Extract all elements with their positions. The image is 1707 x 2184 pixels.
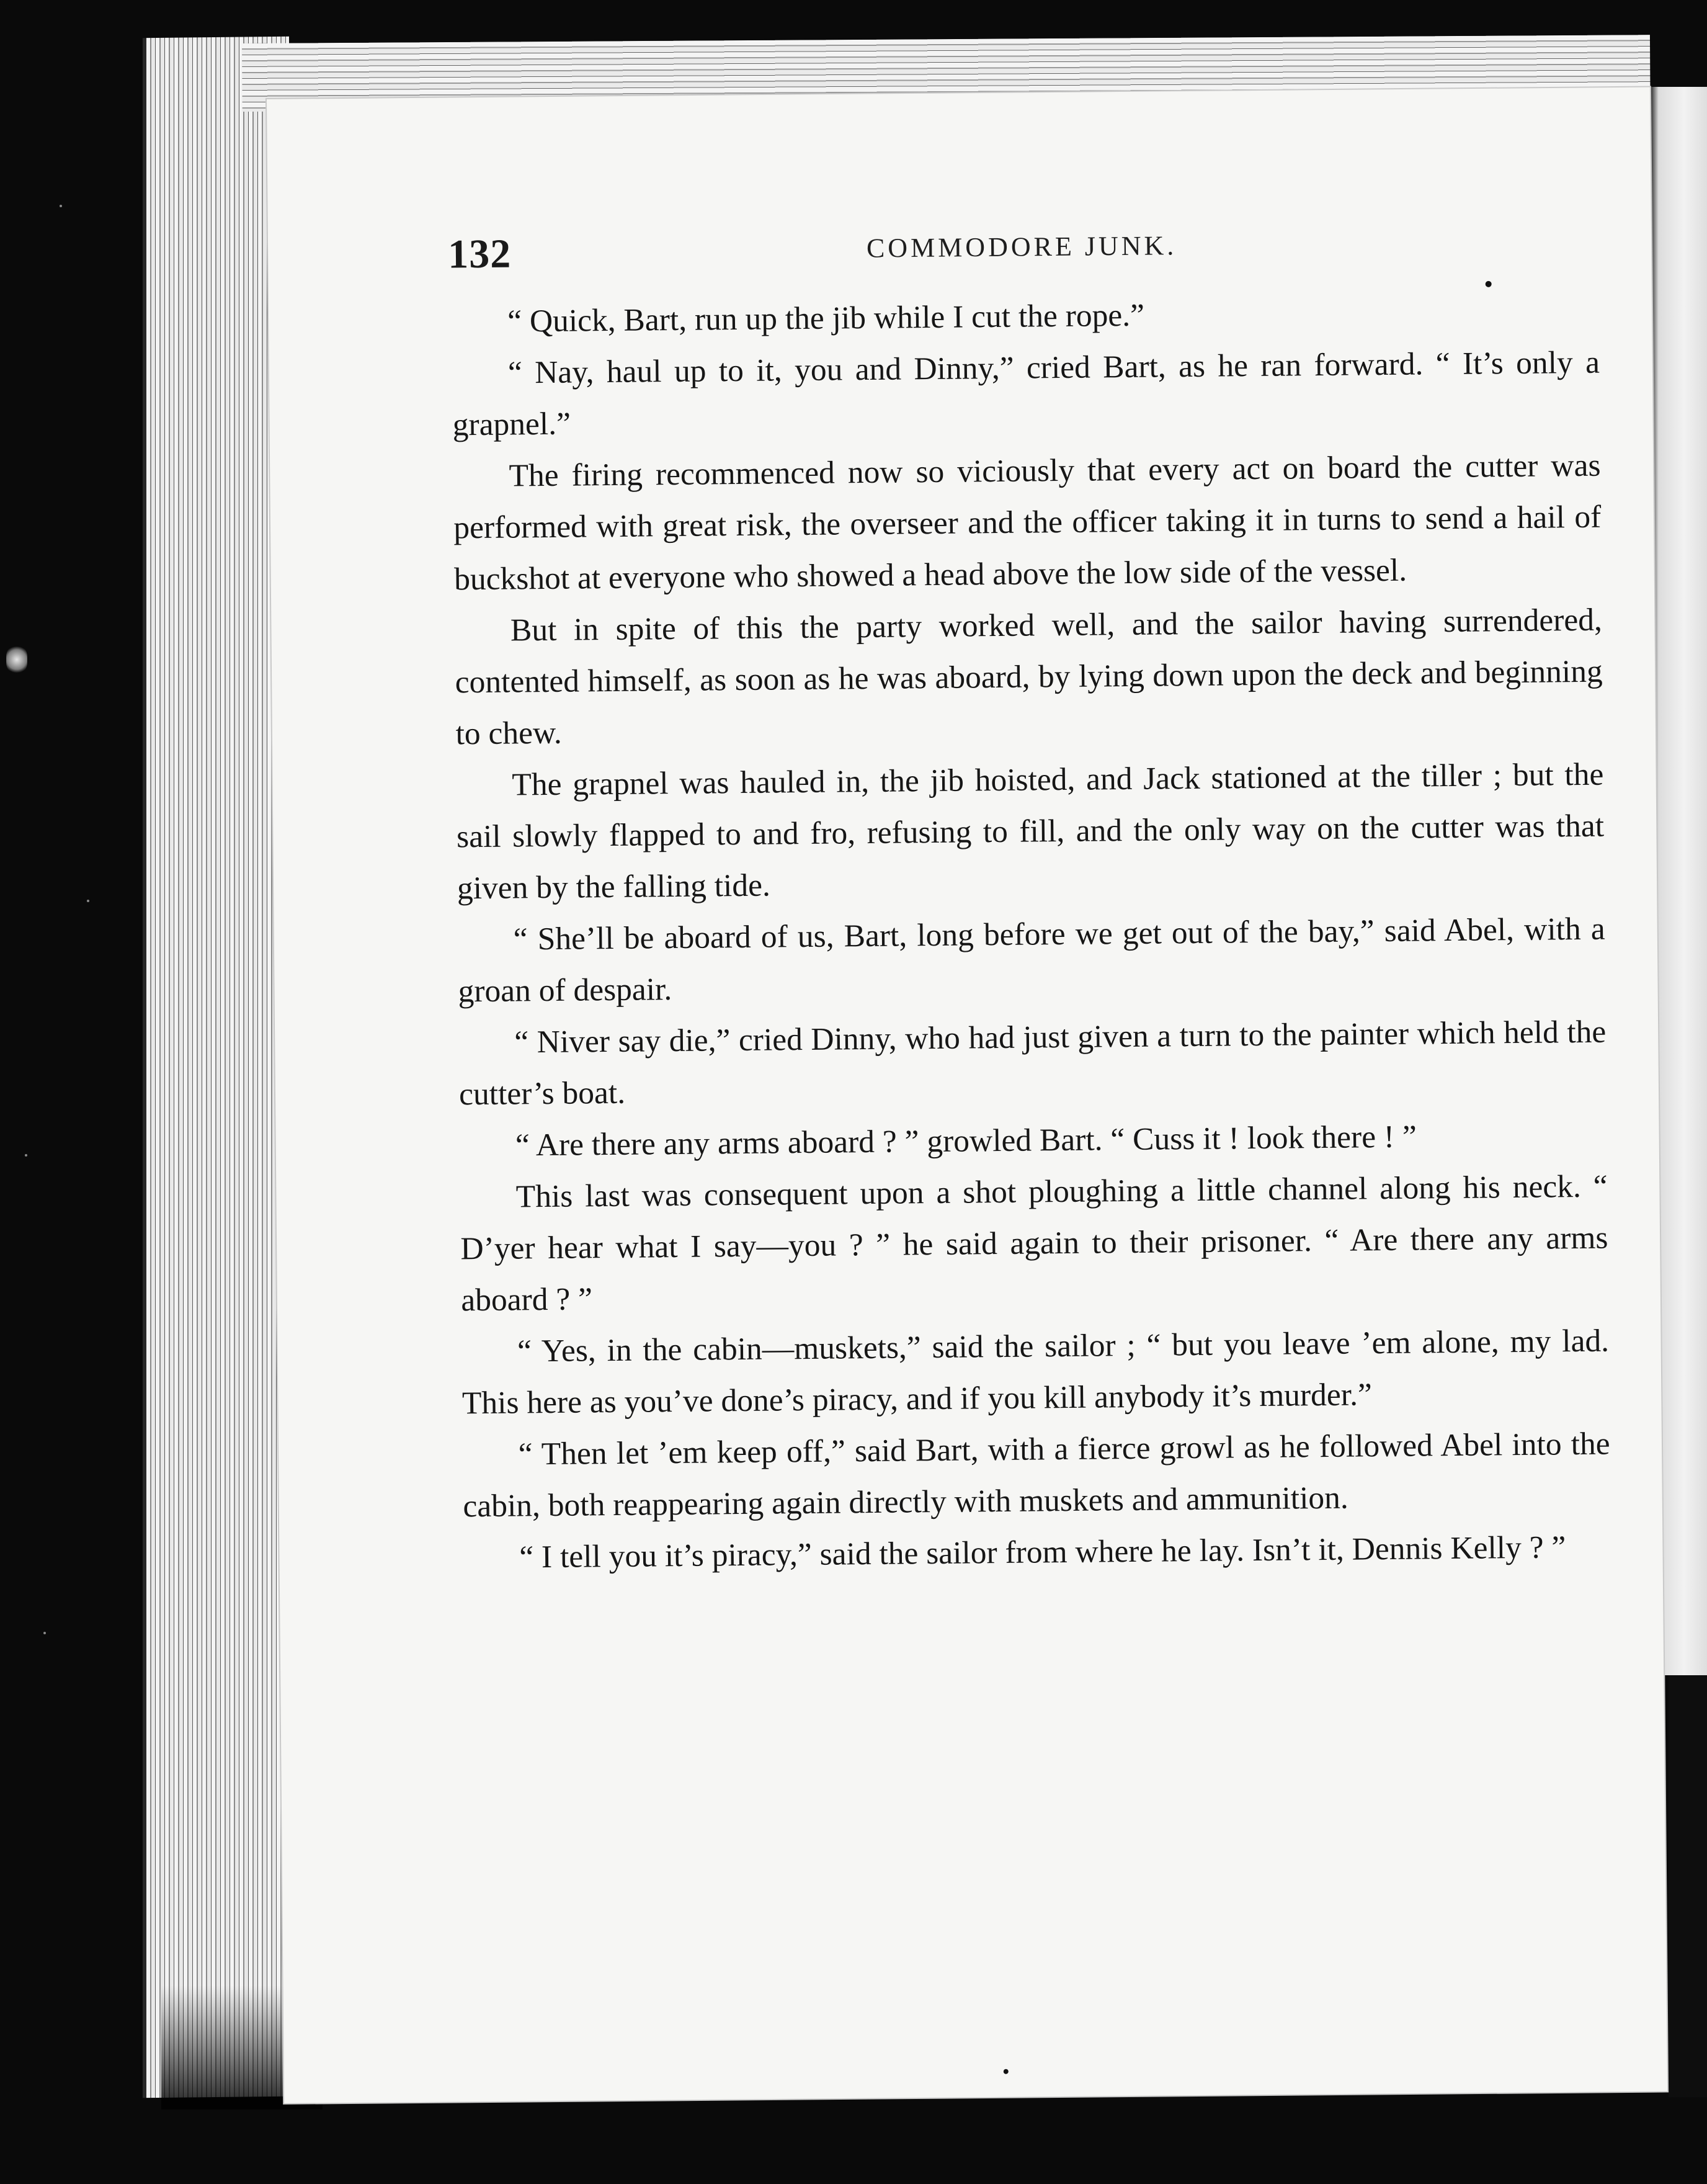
scan-dust (60, 205, 62, 207)
paragraph: “ Are there any arms aboard ? ” growled Bart. “ Cuss it ! look there ! ” (515, 1119, 1417, 1163)
paragraph: This last was consequent upon a shot ploughing a little channel along his neck. “ D’yer hear what I say—you ? ” he said again to their prisoner. “ Are there any arms aboard ? ” (460, 1168, 1608, 1318)
paragraph: “ Niver say die,” cried Dinny, who had just given a turn to the painter which held the cutter’s boat. (458, 1014, 1607, 1112)
paragraph: The grapnel was hauled in, the jib hoisted, and Jack stationed at the tiller ; but the sail slowly flapped to and fro, refusing to fill, and the only way on the cutter was that given by the falling tide. (456, 756, 1605, 906)
book-page-edges (143, 37, 289, 2098)
facing-page-shadow (1669, 1675, 1707, 2097)
page-header (448, 221, 1596, 287)
paragraph: “ Quick, Bart, run up the jib while I cut the rope.” (507, 297, 1145, 339)
book-page (267, 87, 1667, 2103)
paragraph: The firing recommenced now so viciously that every act on board the cutter was performed with great risk, the overseer and the officer taking it in turns to send a hail of buckshot at everyone who showed a head above the low side of the vessel. (453, 447, 1602, 597)
margin-dot (1004, 2069, 1009, 2074)
page-number: 132 (447, 231, 512, 277)
paragraph: “ Then let ’em keep off,” said Bart, with a fierce growl as he followed Abel into the cabin, both reappearing again directly with muskets and ammunition. (463, 1426, 1610, 1524)
paragraph: But in spite of this the party worked well, and the sailor having surrendered, contented himself, as soon as he was aboard, by lying down upon the deck and beginning to chew. (455, 602, 1603, 752)
running-head: COMMODORE JUNK. (866, 230, 1177, 264)
paragraph: “ Yes, in the cabin—muskets,” said the sailor ; “ but you leave ’em alone, my lad. This here as you’ve done’s piracy, and if you kill anybody it’s murder.” (461, 1323, 1610, 1421)
scan-dust (87, 900, 89, 902)
paragraph: “ Nay, haul up to it, you and Dinny,” cried Bart, as he ran forward. “ It’s only a grapnel.” (452, 344, 1600, 443)
scan-dust (43, 1632, 46, 1634)
scan-dust (25, 1154, 27, 1157)
body-text (452, 285, 1611, 1584)
paragraph: “ She’ll be aboard of us, Bart, long before we get out of the bay,” said Abel, with a groan of despair. (458, 911, 1605, 1009)
scan-speck (6, 645, 27, 674)
paragraph: “ I tell you it’s piracy,” said the sailor from where he lay. Isn’t it, Dennis Kelly ? ” (519, 1529, 1566, 1575)
